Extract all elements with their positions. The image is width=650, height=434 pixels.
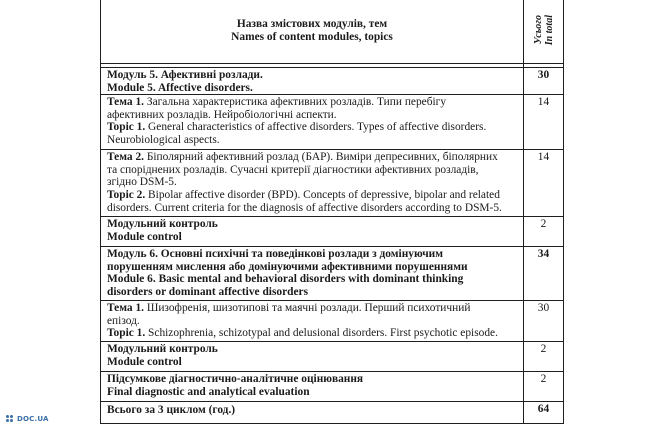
- watermark-text: DOC.UA: [17, 415, 49, 423]
- topic-1-cell: [101, 95, 524, 150]
- header-title-cell: [101, 0, 524, 64]
- final-evaluation-total: 2: [540, 373, 547, 386]
- table-header-row: [101, 0, 564, 64]
- topic-2-line-uk-1: Тема 2. Біполярний афективний розлад (БАР). Виміри депресивних, біполярних: [107, 151, 498, 164]
- module-6-line-uk-2: порушенням мислення або домінуючими афективними порушеннями: [107, 260, 468, 273]
- module-6-cell: [101, 247, 524, 301]
- topic-2-line-uk-3: згідно DSM-5.: [107, 176, 177, 189]
- header-total-cell: [524, 0, 564, 64]
- grand-total-value: 64: [537, 403, 550, 416]
- topic-1-line-en-2: Neurobiological aspects.: [107, 133, 220, 146]
- topic-6-1-total: 30: [537, 302, 550, 315]
- topic-1-line-uk-1: Тема 1. Загальна характеристика афективних розладів. Типи перебігу: [107, 96, 447, 109]
- header-total-en: In total: [543, 14, 555, 46]
- table-row: [101, 402, 564, 424]
- topic-1-total: 14: [537, 96, 550, 109]
- topic-2-line-en-1: Topic 2. Bipolar affective disorder (BPD). Concepts of depressive, bipolar and related: [107, 188, 500, 201]
- module-6-total: 34: [537, 248, 550, 261]
- module-control-2-en: Module control: [107, 355, 182, 368]
- table-row: [101, 247, 564, 301]
- final-evaluation-cell: [101, 372, 524, 402]
- table-row: [101, 342, 564, 372]
- header-title-en: Names of content modules, topics: [231, 31, 393, 43]
- final-evaluation-uk: Підсумкове діагностично-аналітичне оцінювання: [107, 373, 364, 386]
- module-5-title-en: Module 5. Affective disorders.: [107, 81, 253, 94]
- topic-6-1-line-uk-1: Тема 1. Шизофренія, шизотипові та маячні розлади. Перший психотичний: [107, 302, 471, 315]
- header-title-uk: Назва змістових модулів, тем: [236, 18, 388, 31]
- doc-ua-logo-icon: [6, 415, 14, 423]
- module-6-line-en-2: disorders or dominant affective disorders: [107, 285, 309, 298]
- table-row: [101, 68, 564, 95]
- module-control-1-total: 2: [540, 218, 547, 231]
- table-row: [101, 217, 564, 247]
- table-row: [101, 372, 564, 402]
- module-control-2-total: 2: [540, 343, 547, 356]
- module-5-total: 30: [537, 69, 550, 81]
- module-control-1-en: Module control: [107, 230, 182, 243]
- grand-total-label: Всього за 3 циклом (год.): [107, 404, 236, 417]
- topic-2-line-uk-2: та споріднених розладів. Сучасні критерії діагностики афективних розладів,: [107, 163, 479, 176]
- topic-6-1-line-uk-2: епізод.: [107, 314, 140, 327]
- content-modules-table: [100, 0, 564, 424]
- table-row: [101, 150, 564, 217]
- module-control-1-uk: Модульний контроль: [107, 218, 218, 231]
- module-6-line-en-1: Module 6. Basic mental and behavioral disorders with dominant thinking: [107, 273, 464, 286]
- module-5-cell: [101, 68, 524, 95]
- topic-2-total: 14: [537, 151, 550, 164]
- topic-1-line-uk-2: афективних розладів. Нейробіологічні аспекти.: [107, 108, 337, 121]
- topic-1-line-en-1: Topic 1. General characteristics of affective disorders. Types of affective disorders.: [107, 121, 487, 134]
- topic-2-line-en-2: disorders. Current criteria for the diagnosis of affective disorders according to DSM-5.: [107, 201, 502, 214]
- header-total-uk: Усього: [532, 15, 544, 45]
- topic-6-1-cell: [101, 301, 524, 342]
- table-row: [101, 301, 564, 342]
- module-control-2-uk: Модульний контроль: [107, 343, 218, 356]
- module-control-1-cell: [101, 217, 524, 247]
- module-6-line-uk-1: Модуль 6. Основні психічні та поведінкові розлади з домінуючим: [107, 248, 443, 261]
- topic-1-text-uk-1: Загальна характеристика афективних розладів. Типи перебігу: [146, 96, 447, 109]
- module-control-2-cell: [101, 342, 524, 372]
- module-5-title-uk: Модуль 5. Афективні розлади.: [107, 69, 263, 81]
- topic-2-cell: [101, 150, 524, 217]
- grand-total-cell: [101, 402, 524, 424]
- final-evaluation-en: Final diagnostic and analytical evaluation: [107, 385, 310, 398]
- table-row: [101, 95, 564, 150]
- topic-6-1-line-en-1: Topic 1. Schizophrenia, schizotypal and delusional disorders. First psychotic episode.: [107, 327, 498, 340]
- doc-ua-watermark: [6, 415, 49, 423]
